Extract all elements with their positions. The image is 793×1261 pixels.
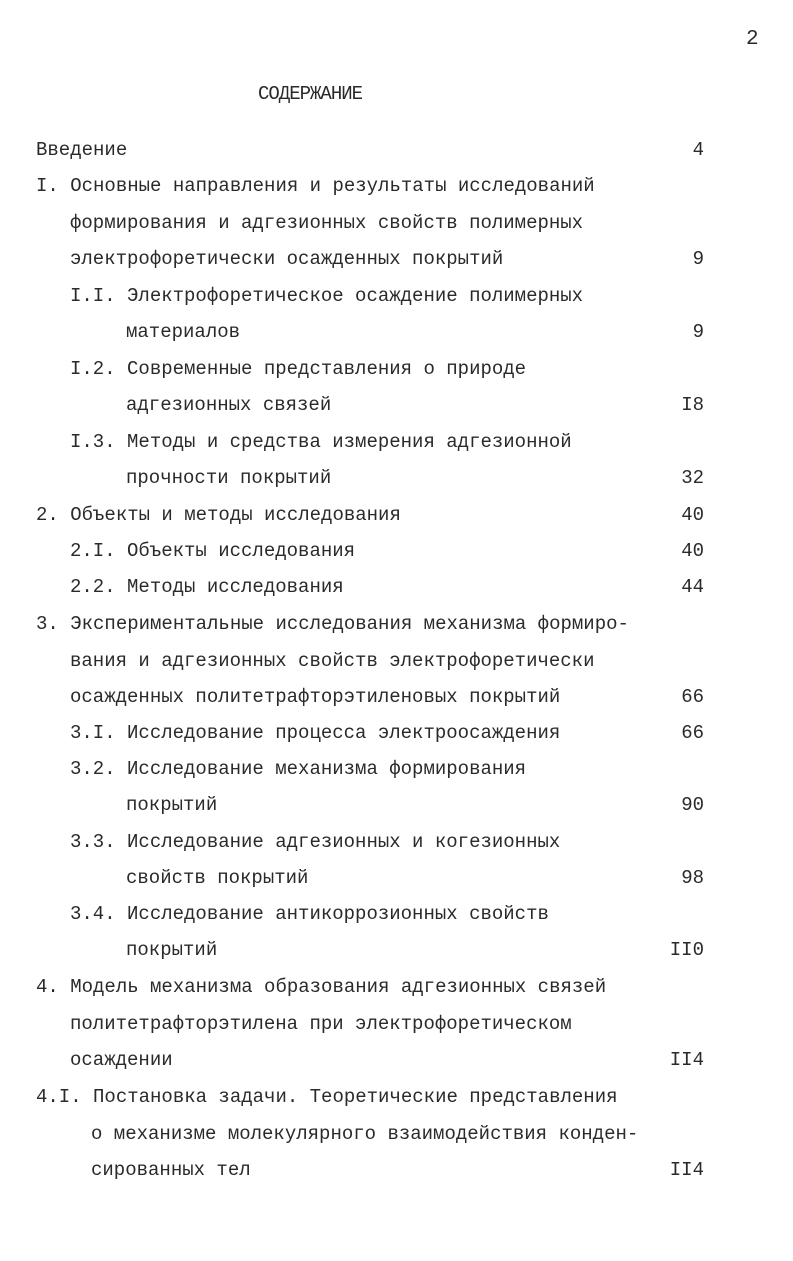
toc-entry-page: 90 xyxy=(681,794,704,816)
toc-entry-text: политетрафторэтилена при электрофоретическом xyxy=(70,1013,572,1035)
toc-entry-text: осажденных политетрафторэтиленовых покрытий xyxy=(70,686,561,708)
toc-entry-page: 98 xyxy=(681,867,704,889)
page-title: СОДЕРЖАНИЕ xyxy=(258,83,363,105)
toc-entry-text: о механизме молекулярного взаимодействия конден- xyxy=(91,1123,639,1145)
toc-entry-text: I. Основные направления и результаты исследований xyxy=(36,175,595,197)
toc-entry-text: 3.3. Исследование адгезионных и когезионных xyxy=(70,831,561,853)
toc-entry-text: 4.I. Постановка задачи. Теоретические представления xyxy=(36,1086,618,1108)
toc-entry-text: покрытий xyxy=(126,939,218,961)
toc-entry-page: 9 xyxy=(692,321,704,343)
toc-entry-text: прочности покрытий xyxy=(126,467,332,489)
toc-entry-page: 9 xyxy=(692,248,704,270)
toc-entry-page: I8 xyxy=(681,394,704,416)
toc-entry-page: II4 xyxy=(669,1159,704,1181)
toc-entry-text: 4. Модель механизма образования адгезионных связей xyxy=(36,976,607,998)
page-number: 2 xyxy=(746,28,759,51)
toc-entry-text: I.2. Современные представления о природе xyxy=(70,358,527,380)
toc-entry-page: 4 xyxy=(692,139,704,161)
toc-entry-text: 3.4. Исследование антикоррозионных свойств xyxy=(70,903,549,925)
toc-entry-text: 3. Экспериментальные исследования механизма формиро- xyxy=(36,613,629,635)
toc-entry-text: электрофоретически осажденных покрытий xyxy=(70,248,504,270)
toc-entry-text: 2.I. Объекты исследования xyxy=(70,540,356,562)
toc-entry-page: II0 xyxy=(669,939,704,961)
toc-entry-text: формирования и адгезионных свойств полимерных xyxy=(70,212,584,234)
toc-entry-text: осаждении xyxy=(70,1049,173,1071)
toc-entry-page: 66 xyxy=(681,722,704,744)
toc-entry-text: Введение xyxy=(36,139,128,161)
toc-entry-text: 3.2. Исследование механизма формирования xyxy=(70,758,527,780)
toc-entry-text: вания и адгезионных свойств электрофоретически xyxy=(70,650,595,672)
toc-entry-text: 2. Объекты и методы исследования xyxy=(36,504,401,526)
toc-entry-text: 3.I. Исследование процесса электроосаждения xyxy=(70,722,561,744)
toc-entry-page: 40 xyxy=(681,540,704,562)
toc-entry-page: 32 xyxy=(681,467,704,489)
toc-entry-text: адгезионных связей xyxy=(126,394,332,416)
toc-entry-text: материалов xyxy=(126,321,241,343)
toc-entry-text: I.I. Электрофоретическое осаждение полимерных xyxy=(70,285,584,307)
toc-entry-page: 40 xyxy=(681,504,704,526)
toc-entry-page: 44 xyxy=(681,576,704,598)
toc-entry-page: II4 xyxy=(669,1049,704,1071)
toc-entry-page: 66 xyxy=(681,686,704,708)
toc-entry-text: I.3. Методы и средства измерения адгезионной xyxy=(70,431,572,453)
toc-entry-text: 2.2. Методы исследования xyxy=(70,576,344,598)
toc-entry-text: свойств покрытий xyxy=(126,867,309,889)
toc-entry-text: покрытий xyxy=(126,794,218,816)
toc-entry-text: сированных тел xyxy=(91,1159,251,1181)
